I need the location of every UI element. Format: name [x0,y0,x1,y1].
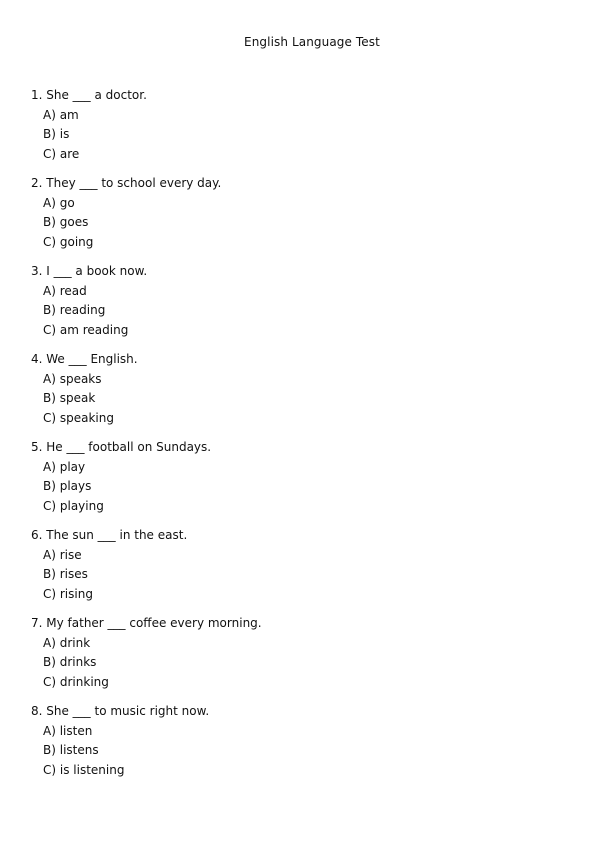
option-a: A) play [43,459,86,474]
option-a: A) go [43,195,75,210]
option-a: A) am [43,107,79,122]
option-c: C) going [43,235,94,250]
question-text: 7. My father ___ coffee every morning. [31,616,262,630]
option-c: C) playing [43,499,104,514]
question-5 [31,439,571,527]
question-4 [31,351,571,439]
option-a: A) drink [43,635,91,650]
question-text: 3. I ___ a book now. [31,264,148,278]
option-b: B) plays [43,479,92,494]
option-a: A) read [43,283,87,298]
option-c: C) speaking [43,411,114,426]
question-list [31,87,571,791]
option-a: A) listen [43,723,93,738]
option-b: B) is [43,127,70,142]
question-text: 1. She ___ a doctor. [31,88,147,102]
question-text: 2. They ___ to school every day. [31,176,222,190]
option-b: B) rises [43,567,88,582]
question-text: 8. She ___ to music right now. [31,704,210,718]
option-b: B) drinks [43,655,97,670]
document-title: English Language Test [244,35,380,49]
question-3 [31,263,571,351]
option-c: C) is listening [43,763,125,778]
question-text: 6. The sun ___ in the east. [31,528,188,542]
question-7 [31,615,571,703]
question-2 [31,175,571,263]
question-1 [31,87,571,175]
option-c: C) am reading [43,323,129,338]
option-b: B) listens [43,743,99,758]
question-6 [31,527,571,615]
option-b: B) reading [43,303,106,318]
option-b: B) goes [43,215,89,230]
option-a: A) rise [43,547,82,562]
question-8 [31,703,571,791]
question-text: 4. We ___ English. [31,352,138,366]
question-text: 5. He ___ football on Sundays. [31,440,212,454]
option-c: C) rising [43,587,93,602]
option-c: C) are [43,147,80,162]
option-b: B) speak [43,391,96,406]
option-a: A) speaks [43,371,102,386]
option-c: C) drinking [43,675,109,690]
